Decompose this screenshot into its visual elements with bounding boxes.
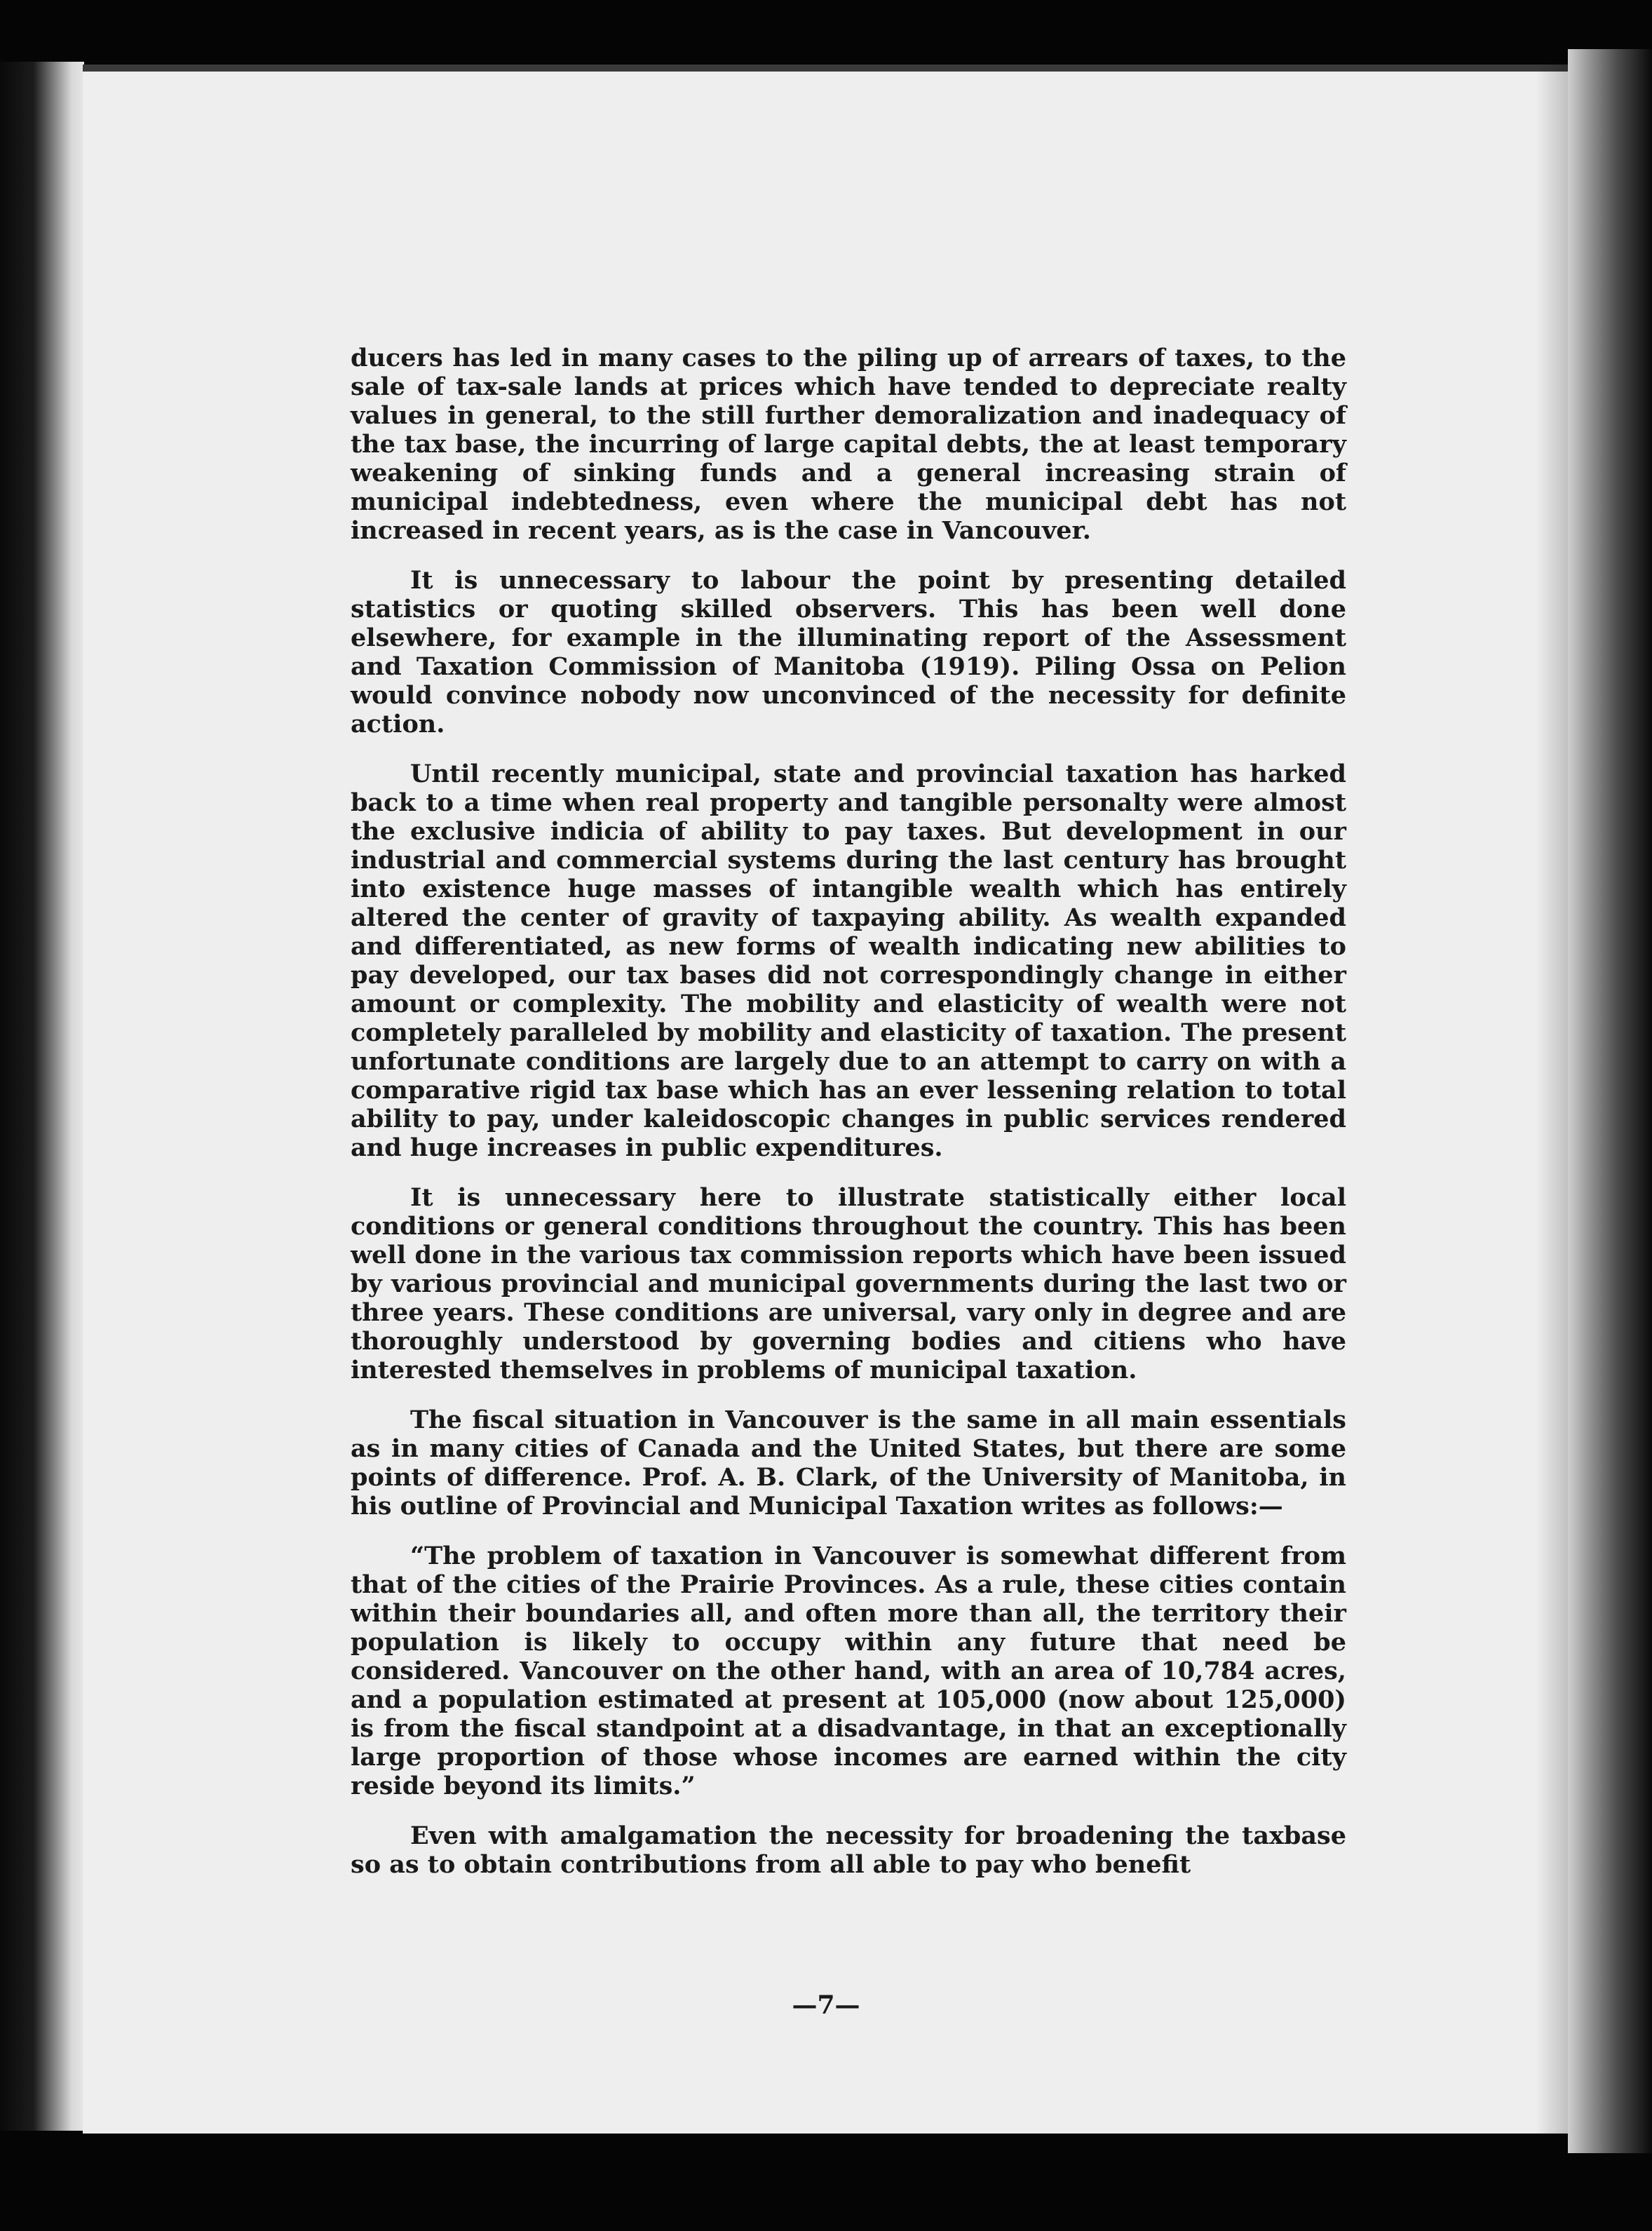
paragraph-2: It is unnecessary to labour the point by presenting detailed statistics or quoting skilled observers. This has been well done elsewhere, for example in the illuminating report of the Assessment and Taxation Commission of Manitoba (1919). Piling Ossa on Pelion would convince nobody now unconvinced of the necessity for definite action. bbox=[351, 566, 1346, 739]
facing-page-edge bbox=[0, 62, 84, 2131]
paragraph-1: ducers has led in many cases to the piling up of arrears of taxes, to the sale of tax-sale lands at prices which have tended to depreciate realty values in general, to the still further demoralization and inadequacy of the tax base, the incurring of large capital debts, the at least temporary weakening of sinking funds and a general increasing strain of municipal indebtedness, even where the municipal debt has not increased in recent years, as is the case in Vancouver. bbox=[351, 344, 1346, 545]
body-text bbox=[351, 344, 1346, 1900]
book-edge bbox=[1568, 49, 1652, 2153]
paragraph-5: The fiscal situation in Vancouver is the same in all main essentials as in many cities of Canada and the United States, but there are some points of difference. Prof. A. B. Clark, of the University of Manitoba, in his outline of Provincial and Municipal Taxation writes as follows:— bbox=[351, 1406, 1346, 1521]
paragraph-4: It is unnecessary here to illustrate statistically either local conditions or general conditions throughout the country. This has been well done in the various tax commission reports which have been issued by various provincial and municipal governments during the last two or three years. These conditions are universal, vary only in degree and are thoroughly understood by governing bodies and citiens who have interested themselves in problems of municipal taxation. bbox=[351, 1183, 1346, 1384]
page-number: —7— bbox=[792, 1990, 860, 2020]
paragraph-7: Even with amalgamation the necessity for broadening the taxbase so as to obtain contributions from all able to pay who benefit bbox=[351, 1821, 1346, 1879]
paragraph-3: Until recently municipal, state and provincial taxation has harked back to a time when real property and tangible personalty were almost the exclusive indicia of ability to pay taxes. But development in our industrial and commercial systems during the last century has brought into existence huge masses of intangible wealth which has entirely altered the center of gravity of taxpaying ability. As wealth expanded and differentiated, as new forms of wealth indicating new abilities to pay developed, our tax bases did not correspondingly change in either amount or complexity. The mobility and elasticity of wealth were not completely paralleled by mobility and elasticity of taxation. The present unfortunate conditions are largely due to an attempt to carry on with a comparative rigid tax base which has an ever lessening relation to total ability to pay, under kaleidoscopic changes in public services rendered and huge increases in public expenditures. bbox=[351, 760, 1346, 1162]
quotation-paragraph: “The problem of taxation in Vancouver is somewhat different from that of the cities of the Prairie Provinces. As a rule, these cities contain within their boundaries all, and often more than all, the territory their population is likely to occupy within any future that need be considered. Vancouver on the other hand, with an area of 10,784 acres, and a population estimated at present at 105,000 (now about 125,000) is from the fiscal standpoint at a disadvantage, in that an exceptionally large proportion of those whose incomes are earned within the city reside beyond its limits.” bbox=[351, 1542, 1346, 1800]
